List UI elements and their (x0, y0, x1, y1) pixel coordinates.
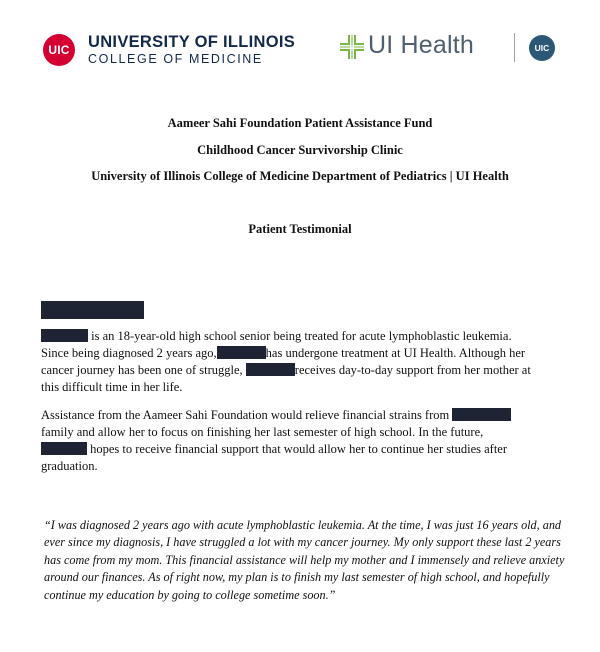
ui-health-name: UI Health (368, 31, 475, 59)
redaction (217, 346, 266, 359)
uic-logo: UIC (43, 34, 75, 66)
text: Assistance from the Aameer Sahi Foundation would relieve financial strains from (41, 408, 450, 422)
redaction (41, 329, 88, 342)
paragraph-1-line-4: this difficult time in her life. (41, 380, 183, 394)
patient-quote: “I was diagnosed 2 years ago with acute lymphoblastic leukemia. At the time, I was just 16 years old, and ever since my diagnosis, I have struggled a lot with my cancer journey. My only support these last 2 years has come from my mom. This financial assistance will help my mother and I immensely and relieve anxiety around our finances. As of right now, my plan is to finish my last semester of high school, and hopefully continue my education by going to college sometime soon.” (44, 518, 565, 602)
text: is an 18-year-old high school senior being treated for acute lymphoblastic leukemia. (91, 329, 512, 343)
paragraph-2-line-2: family and allow her to focus on finishing her last semester of high school. In the future, (41, 425, 484, 439)
paragraph-1-line-1 (41, 328, 512, 345)
text: receives day-to-day support from her mother at (294, 363, 531, 377)
paragraph-2-line-4: graduation. (41, 459, 98, 473)
redaction (41, 442, 87, 455)
text: has undergone treatment at UI Health. Although her (265, 346, 526, 360)
redaction (246, 363, 295, 376)
text: Since being diagnosed 2 years ago, (41, 346, 217, 360)
fund-title: Aameer Sahi Foundation Patient Assistance Fund (167, 116, 433, 130)
medical-cross-icon (339, 34, 365, 60)
college-name: COLLEGE OF MEDICINE (88, 52, 263, 66)
section-title: Patient Testimonial (248, 222, 352, 236)
paragraph-1-line-2 (41, 345, 525, 362)
university-name: UNIVERSITY OF ILLINOIS (88, 33, 296, 51)
department-title: University of Illinois College of Medicine Department of Pediatrics | UI Health (91, 169, 509, 183)
logo-divider (514, 33, 515, 62)
text: hopes to receive financial support that would allow her to continue her studies after (90, 442, 508, 456)
paragraph-2-line-1 (41, 407, 511, 424)
uic-small-logo: UIC (529, 35, 555, 61)
redacted-name-heading (41, 301, 144, 319)
text: cancer journey has been one of struggle, (41, 363, 243, 377)
redaction (452, 408, 511, 421)
clinic-title: Childhood Cancer Survivorship Clinic (197, 143, 403, 157)
paragraph-1-line-3 (41, 362, 531, 379)
paragraph-2-line-3 (41, 441, 507, 458)
